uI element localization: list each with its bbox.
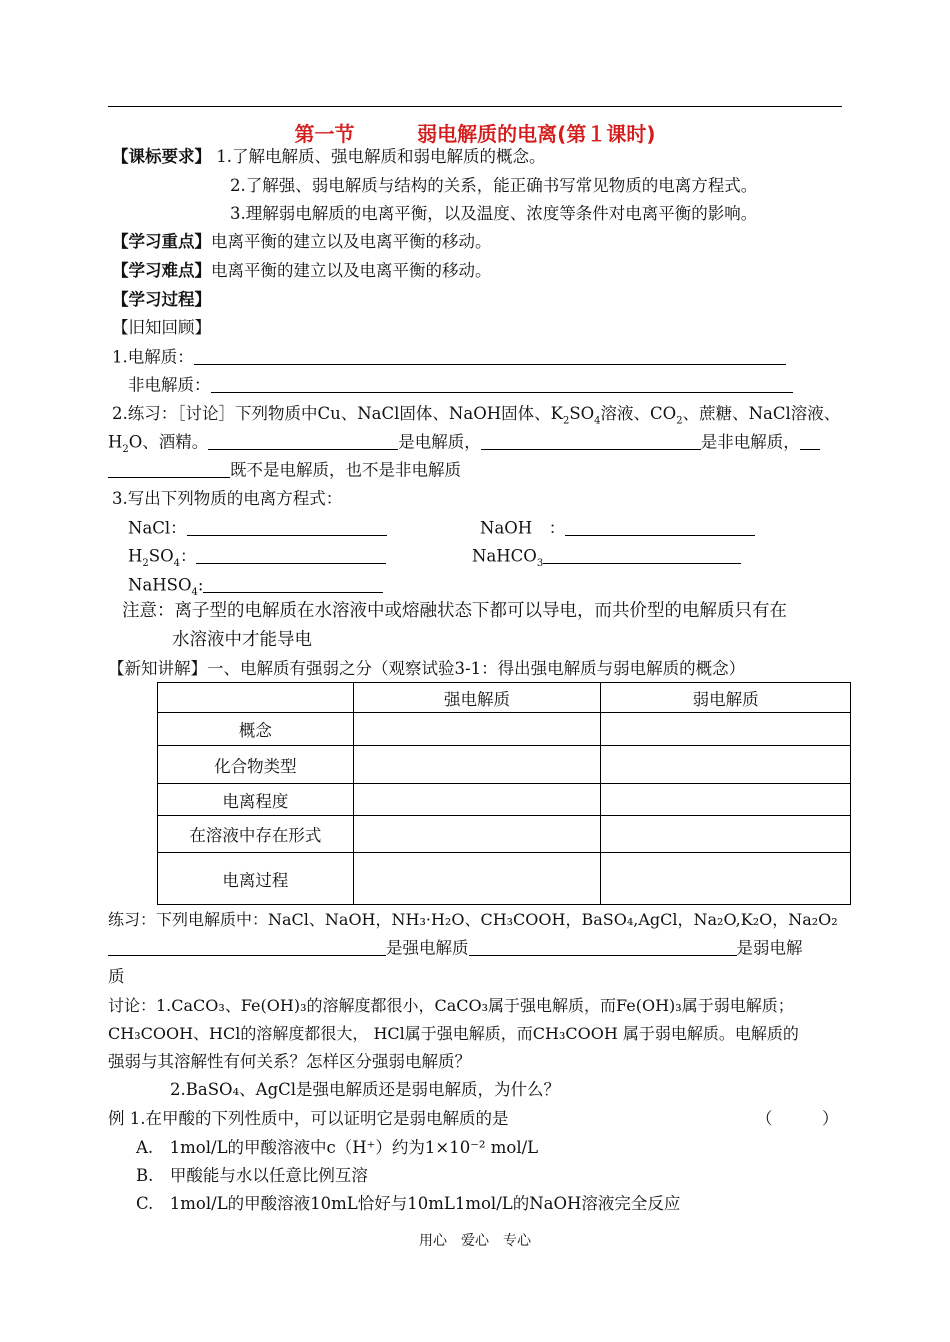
q1-non-electrolyte-blank[interactable] <box>211 375 793 393</box>
q3-nahco3-sub: 3 <box>536 557 544 569</box>
key-point <box>112 232 492 253</box>
q3-heading: 3.写出下列物质的电离方程式： <box>112 489 343 508</box>
q2-h2o-sub: 2 <box>122 443 129 455</box>
top-rule <box>108 106 842 107</box>
table-cell[interactable] <box>601 713 851 746</box>
q2-h2o-a: H <box>108 432 123 452</box>
requirements-label: 【课标要求】 <box>112 147 211 166</box>
q2-neither: 既不是电解质，也不是非电解质 <box>230 460 461 480</box>
q3-nahso4-sub: 4 <box>191 586 198 598</box>
q3-nacl-label: NaCl： <box>128 518 187 538</box>
q2-is-electrolyte: 是电解质， <box>398 432 481 452</box>
table-row <box>158 816 851 853</box>
q2-line-2 <box>108 432 820 456</box>
table-cell[interactable] <box>601 853 851 905</box>
q1-electrolyte-label: 1.电解质： <box>112 347 194 367</box>
table-cell[interactable] <box>353 853 601 905</box>
discussion-line-3: 强弱与其溶解性有何关系？怎样区分强弱电解质？ <box>108 1052 471 1071</box>
q2-text-c: 溶液、CO <box>600 404 677 423</box>
table-cell[interactable] <box>353 746 601 784</box>
q1-electrolyte <box>112 347 786 368</box>
table-header-row <box>158 683 851 713</box>
q1-electrolyte-blank[interactable] <box>194 347 786 365</box>
q2-line-1 <box>112 404 840 428</box>
table-row <box>158 713 851 746</box>
q2-sub-a: 2 <box>562 415 570 427</box>
practice-line-3: 质 <box>108 967 125 986</box>
table-row-label: 电离程度 <box>158 784 354 816</box>
q2-non-electrolyte-blank[interactable] <box>481 432 701 450</box>
q2-neither-blank-b[interactable] <box>108 460 230 478</box>
q2-text-d: 、蔗糖、NaCl溶液、 <box>682 404 841 423</box>
difficulty-text: 电离平衡的建立以及电离平衡的移动。 <box>211 261 492 280</box>
example-option-b: B. 甲酸能与水以任意比例互溶 <box>136 1166 368 1185</box>
practice-weak-blank[interactable] <box>469 938 737 956</box>
q3-h2so4-blank[interactable] <box>196 546 386 564</box>
page-title: 第一节 弱电解质的电离(第１课时) <box>294 122 656 146</box>
table-row-label: 概念 <box>158 713 354 746</box>
key-point-label: 【学习重点】 <box>112 232 211 251</box>
q3-naoh-label: NaOH ： <box>480 518 566 538</box>
q3-nahso4 <box>128 575 383 599</box>
table-cell[interactable] <box>353 713 601 746</box>
review-label: 【旧知回顾】 <box>112 318 211 337</box>
q1-non-electrolyte-label: 非电解质： <box>128 375 211 395</box>
q3-naoh <box>480 518 755 539</box>
table-row <box>158 784 851 816</box>
table-cell[interactable] <box>353 816 601 853</box>
table-cell[interactable] <box>601 816 851 853</box>
q3-nacl <box>128 518 387 539</box>
q2-line-3 <box>108 460 461 481</box>
requirement-3: 3.理解弱电解质的电离平衡，以及温度、浓度等条件对电离平衡的影响。 <box>230 204 758 223</box>
requirement-2: 2.了解强、弱电解质与结构的关系，能正确书写常见物质的电离方程式。 <box>230 176 758 195</box>
q3-nacl-blank[interactable] <box>187 518 387 536</box>
key-point-text: 电离平衡的建立以及电离平衡的移动。 <box>211 232 492 251</box>
practice-strong-blank[interactable] <box>108 938 386 956</box>
q3-h2so4-b: SO <box>148 546 174 566</box>
discussion-line-1: 讨论：1.CaCO₃、Fe(OH)₃的溶解度都很小，CaCO₃属于强电解质，而Fe(OH)₃属于弱电解质； <box>108 996 794 1015</box>
example-answer-bracket[interactable]: （ ） <box>756 1109 839 1128</box>
example-option-a: A. 1mol/L的甲酸溶液中c（H⁺）约为1×10⁻² mol/L <box>136 1138 539 1157</box>
q3-nahco3 <box>472 546 741 570</box>
q2-sub-c: 2 <box>676 415 683 427</box>
q3-naoh-blank[interactable] <box>565 518 755 536</box>
discussion-line-4: 2.BaSO₄、AgCl是强电解质还是弱电解质，为什么？ <box>170 1080 561 1099</box>
q2-text-a: 2.练习：［讨论］下列物质中Cu、NaCl固体、NaOH固体、K <box>112 404 563 423</box>
example-option-c: C. 1mol/L的甲酸溶液10mL恰好与10mL1mol/L的NaOH溶液完全反应 <box>136 1194 681 1213</box>
table-row-label: 电离过程 <box>158 853 354 905</box>
requirements-line-1 <box>112 147 546 168</box>
example-stem: 例 1.在甲酸的下列性质中，可以证明它是弱电解质的是 <box>108 1109 509 1128</box>
discussion-line-2: CH₃COOH、HCl的溶解度都很大， HCl属于强电解质，而CH₃COOH 属于弱电解质。电解质的 <box>108 1024 799 1043</box>
table-cell[interactable] <box>601 746 851 784</box>
q3-nahco3-label: NaHCO <box>472 546 537 566</box>
table-header-empty <box>158 683 354 713</box>
q1-non-electrolyte <box>128 375 793 396</box>
q2-sub-b: 4 <box>594 415 601 427</box>
process-label: 【学习过程】 <box>112 290 211 309</box>
new-knowledge: 【新知讲解】一、电解质有强弱之分（观察试验3-1：得出强电解质与弱电解质的概念） <box>108 659 746 678</box>
q3-h2so4-a: H <box>128 546 143 566</box>
difficulty-label: 【学习难点】 <box>112 261 211 280</box>
q3-nahso4-a: NaHSO <box>128 575 192 595</box>
table-cell[interactable] <box>353 784 601 816</box>
q3-h2so4: $H_2SO_4$： <box>128 546 386 570</box>
requirement-1: 1.了解电解质、强电解质和弱电解质的概念。 <box>216 147 546 166</box>
footer: 用心 爱心 专心 <box>419 1233 531 1249</box>
table-header-weak: 弱电解质 <box>601 683 851 713</box>
q2-electrolyte-blank[interactable] <box>208 432 398 450</box>
q3-nahco3-blank[interactable] <box>543 546 741 564</box>
practice-line-2 <box>108 938 803 959</box>
note-line-1: 注意：离子型的电解质在水溶液中或熔融状态下都可以导电，而共价型的电解质只有在 <box>122 601 787 621</box>
q2-text-b: SO <box>569 404 595 423</box>
practice-line-1: 练习：下列电解质中：NaCl、NaOH，NH₃·H₂O、CH₃COOH，BaSO₄,AgCl，Na₂O,K₂O，Na₂O₂ <box>108 910 838 929</box>
electrolyte-table <box>157 682 851 905</box>
q2-is-non-electrolyte: 是非电解质， <box>700 432 800 452</box>
practice-weak: 是弱电解 <box>736 938 803 958</box>
q3-h2so4-sub2: 4 <box>173 557 180 569</box>
q2-h2o-b: O、酒精。 <box>128 432 209 452</box>
q3-nahso4-blank[interactable] <box>203 575 383 593</box>
table-row-label: 化合物类型 <box>158 746 354 784</box>
q3-h2so4-sub1: 2 <box>142 557 149 569</box>
table-header-strong: 强电解质 <box>353 683 601 713</box>
q2-neither-blank-a[interactable] <box>800 432 820 450</box>
table-row <box>158 853 851 905</box>
table-row <box>158 746 851 784</box>
note-line-2: 水溶液中才能导电 <box>172 630 312 650</box>
difficulty <box>112 261 492 282</box>
table-row-label: 在溶液中存在形式 <box>158 816 354 853</box>
table-cell[interactable] <box>601 784 851 816</box>
practice-strong: 是强电解质 <box>386 938 469 958</box>
q3-nahso4-b: : <box>197 575 204 595</box>
